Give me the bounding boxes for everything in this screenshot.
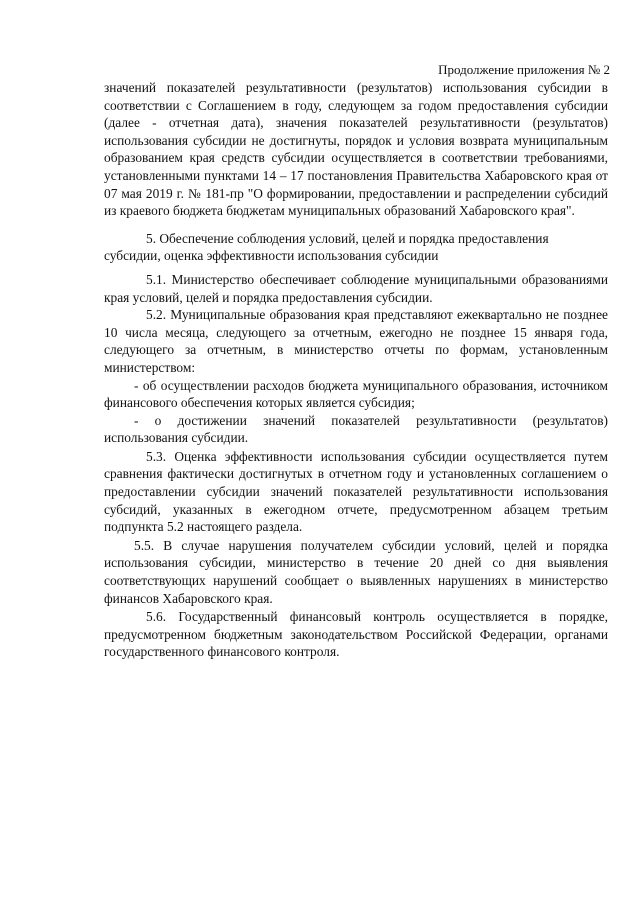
paragraph-5-1: 5.1. Министерство обеспечивает соблюдение муниципальными образованиями края условий, целей и порядка предоставления субсидии.	[104, 271, 608, 305]
paragraph-5-3: 5.3. Оценка эффективности использования субсидии осуществляется путем сравнения фактически достигнутых в отчетном году и установленных соглашением о предоставлении субсидии значений показателей результативности использования субсидий, указанных в ежегодном отчете, предусмотренном абзацем третьим подпункта 5.2 настоящего раздела.	[104, 448, 608, 535]
continuation-paragraph: значений показателей результативности (результатов) использования субсидии в соответствии с Соглашением в году, следующем за годом предоставления субсидии (далее - отчетная дата), значения показателей результативности (результатов) использования субсидии не достигнуты, порядок и условия возврата муниципальным образованием края средств субсидии осуществляется в соответствии требованиями, установленными пунктами 14 – 17 постановления Правительства Хабаровского края от 07 мая 2019 г. № 181-пр "О формировании, предоставлении и распределении субсидий из краевого бюджета бюджетам муниципальных образований Хабаровского края".	[104, 80, 608, 219]
paragraph-5-2: 5.2. Муниципальные образования края представляют ежеквартально не позднее 10 числа месяца, следующего за отчетным, ежегодно не позднее 15 января года, следующего за отчетным, в министерство отчеты по формам, установленным министерством:	[104, 307, 608, 375]
paragraph-5-6: 5.6. Государственный финансовый контроль осуществляется в порядке, предусмотренном бюджетным законодательством Российской Федерации, органами государственного финансового контроля.	[104, 609, 608, 660]
paragraph-5-5: 5.5. В случае нарушения получателем субсидии условий, целей и порядка использования субсидии, министерство в течение 20 дней со дня выявления соответствующих нарушений сообщает о выявленных нарушениях в министерство финансов Хабаровского края.	[104, 537, 608, 606]
section-5-title: 5. Обеспечение соблюдения условий, целей и порядка предоставления субсидии, оценка эффективности использования субсидии	[104, 230, 549, 264]
document-body	[104, 79, 608, 661]
paragraph-5-2-item-expenses: - об осуществлении расходов бюджета муниципального образования, источником финансового обеспечения которых является субсидия;	[104, 377, 608, 411]
paragraph-5-2-item-results: - о достижении значений показателей результативности (результатов) использования субсидии.	[104, 412, 608, 446]
appendix-continuation-note: Продолжение приложения № 2	[438, 62, 610, 77]
